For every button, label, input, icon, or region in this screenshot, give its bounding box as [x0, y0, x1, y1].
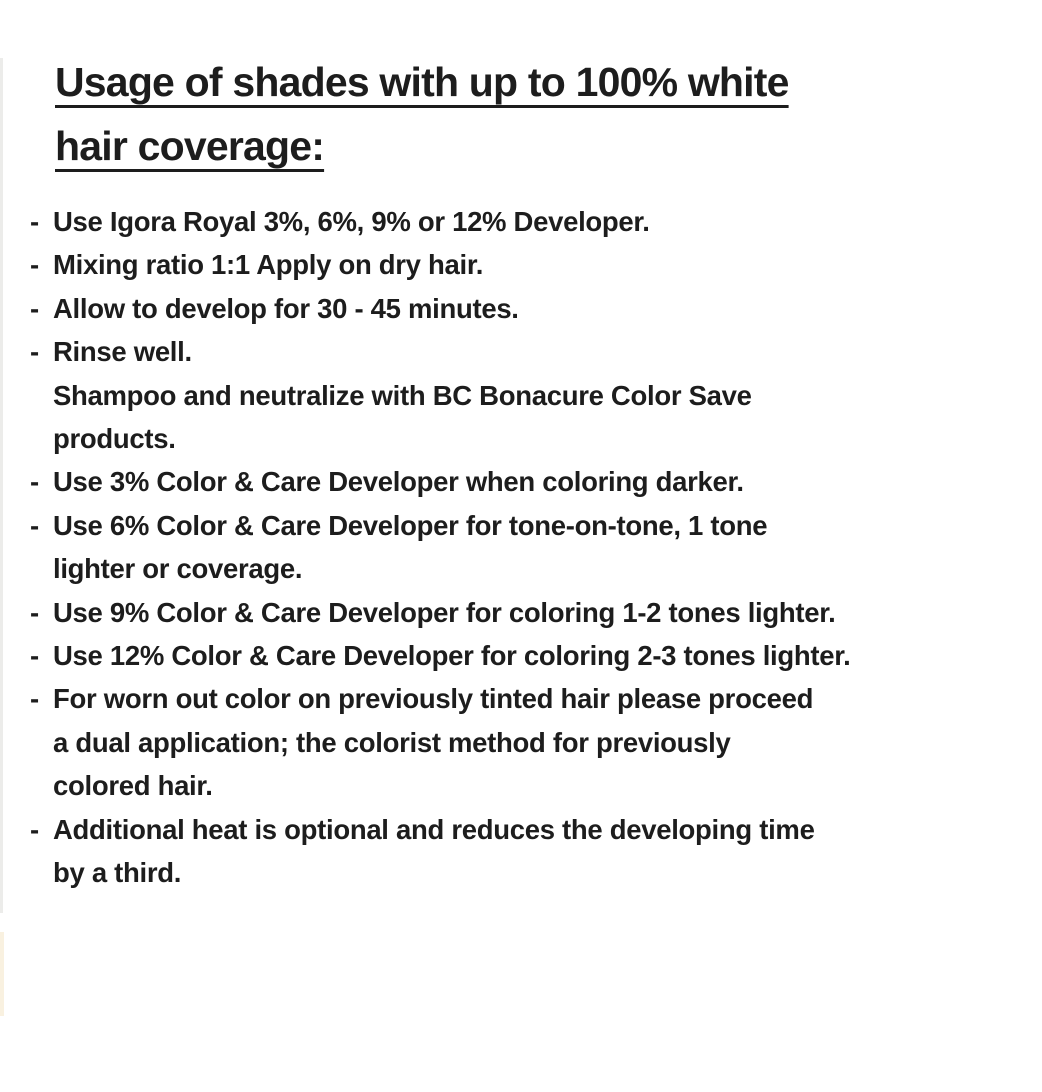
bullet-dash: -: [30, 640, 40, 672]
list-item-content: [53, 200, 1042, 243]
bullet-dash: -: [30, 336, 40, 368]
list-item-content: [53, 677, 1042, 807]
page-title: [55, 50, 1042, 178]
list-item: [0, 460, 1042, 503]
list-item: [0, 591, 1042, 634]
list-item: [0, 330, 1042, 460]
page-edge-artifact: [0, 58, 3, 913]
list-item-line: Use 3% Color & Care Developer when coloring darker.: [53, 466, 744, 498]
bullet-dash: -: [30, 292, 40, 324]
list-item-line: Mixing ratio 1:1 Apply on dry hair.: [53, 249, 484, 281]
page-title-line-2: hair coverage:: [55, 123, 325, 169]
list-item-line: colored hair.: [53, 770, 213, 802]
instruction-list: [0, 200, 1042, 895]
page-edge-cream-artifact: [0, 932, 4, 1016]
list-item-line: Rinse well.: [53, 336, 192, 368]
list-item: [0, 287, 1042, 330]
list-item: [0, 808, 1042, 895]
bullet-dash: -: [30, 249, 40, 281]
bullet-dash: -: [30, 466, 40, 498]
list-item-line: a dual application; the colorist method for previously: [53, 726, 731, 758]
list-item-line: products.: [53, 423, 176, 455]
page-title-line-1: Usage of shades with up to 100% white: [55, 59, 789, 105]
list-item-content: [53, 460, 1042, 503]
list-item-content: [53, 808, 1042, 895]
list-item-content: [53, 330, 1042, 460]
list-item-content: [53, 634, 1042, 677]
list-item-line: lighter or coverage.: [53, 553, 303, 585]
bullet-dash: -: [30, 683, 40, 715]
list-item-line: Allow to develop for 30 - 45 minutes.: [53, 292, 519, 324]
list-item-line: Use 9% Color & Care Developer for coloring 1-2 tones lighter.: [53, 596, 836, 628]
list-item-line: Use 6% Color & Care Developer for tone-on-tone, 1 tone: [53, 509, 768, 541]
list-item-content: [53, 287, 1042, 330]
list-item-line: Use 12% Color & Care Developer for coloring 2-3 tones lighter.: [53, 640, 851, 672]
list-item-line: Use Igora Royal 3%, 6%, 9% or 12% Developer.: [53, 206, 650, 237]
list-item: [0, 200, 1042, 243]
list-item: [0, 504, 1042, 591]
bullet-dash: -: [30, 813, 40, 845]
list-item-line: Shampoo and neutralize with BC Bonacure Color Save: [53, 379, 752, 411]
bullet-dash: -: [30, 509, 40, 541]
list-item: [0, 243, 1042, 286]
bullet-dash: -: [30, 596, 40, 628]
list-item-content: [53, 591, 1042, 634]
list-item-content: [53, 243, 1042, 286]
list-item-content: [53, 504, 1042, 591]
list-item: [0, 634, 1042, 677]
list-item-line: For worn out color on previously tinted hair please proceed: [53, 683, 814, 715]
bullet-dash: -: [30, 206, 40, 237]
list-item-line: Additional heat is optional and reduces the developing time: [53, 813, 815, 845]
list-item: [0, 677, 1042, 807]
list-item-line: by a third.: [53, 857, 182, 889]
